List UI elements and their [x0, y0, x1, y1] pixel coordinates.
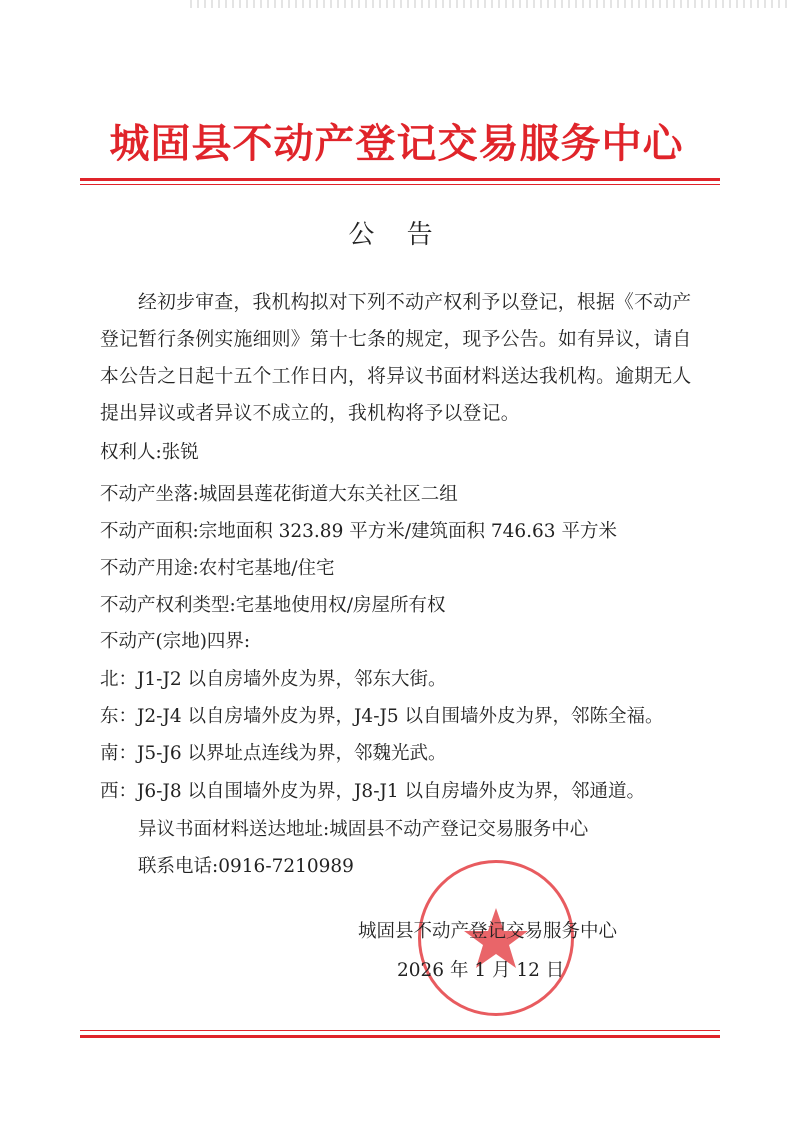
contact-phone: 联系电话:0916-7210989	[138, 856, 354, 877]
org-title: 城固县不动产登记交易服务中心	[109, 121, 684, 167]
notice-paragraph: 经初步审查，我机构拟对下列不动产权利予以登记，根据《不动产登记暂行条例实施细则》第十七条的规定，现予公告。如有异议，请自本公告之日起十五个工作日内，将异议书面材料送达我机构。逾期无人提出异议或者异议不成立的，我机构将予以登记。	[100, 292, 692, 424]
footer-rule-thick	[80, 1035, 720, 1038]
signature-date: 2026 年 1 月 12 日	[397, 960, 565, 981]
notice-heading: 公 告	[348, 220, 445, 250]
property-location: 不动产坐落:城固县莲花街道大东关社区二组	[100, 484, 458, 505]
rights-type: 不动产权利类型:宅基地使用权/房屋所有权	[100, 595, 446, 616]
boundary-east: 东：J2-J4 以自房墙外皮为界，J4-J5 以自围墙外皮为界，邻陈全福。	[100, 706, 664, 727]
scan-noise	[190, 0, 790, 8]
footer-rule-thin	[80, 1030, 720, 1031]
boundaries-label: 不动产(宗地)四界:	[100, 631, 251, 652]
property-use: 不动产用途:农村宅基地/住宅	[100, 558, 335, 579]
signature-org: 城固县不动产登记交易服务中心	[358, 921, 618, 942]
objection-address: 异议书面材料送达地址:城固县不动产登记交易服务中心	[138, 819, 589, 840]
boundary-west: 西：J6-J8 以自围墙外皮为界，J8-J1 以自房墙外皮为界，邻通道。	[100, 781, 646, 802]
header-rule-thin	[80, 184, 720, 185]
property-area: 不动产面积:宗地面积 323.89 平方米/建筑面积 746.63 平方米	[100, 521, 617, 542]
boundary-north: 北：J1-J2 以自房墙外皮为界，邻东大街。	[100, 669, 447, 690]
boundary-south: 南：J5-J6 以界址点连线为界，邻魏光武。	[100, 743, 447, 764]
header-rule-thick	[80, 178, 720, 181]
rights-holder: 权利人:张锐	[100, 442, 199, 463]
